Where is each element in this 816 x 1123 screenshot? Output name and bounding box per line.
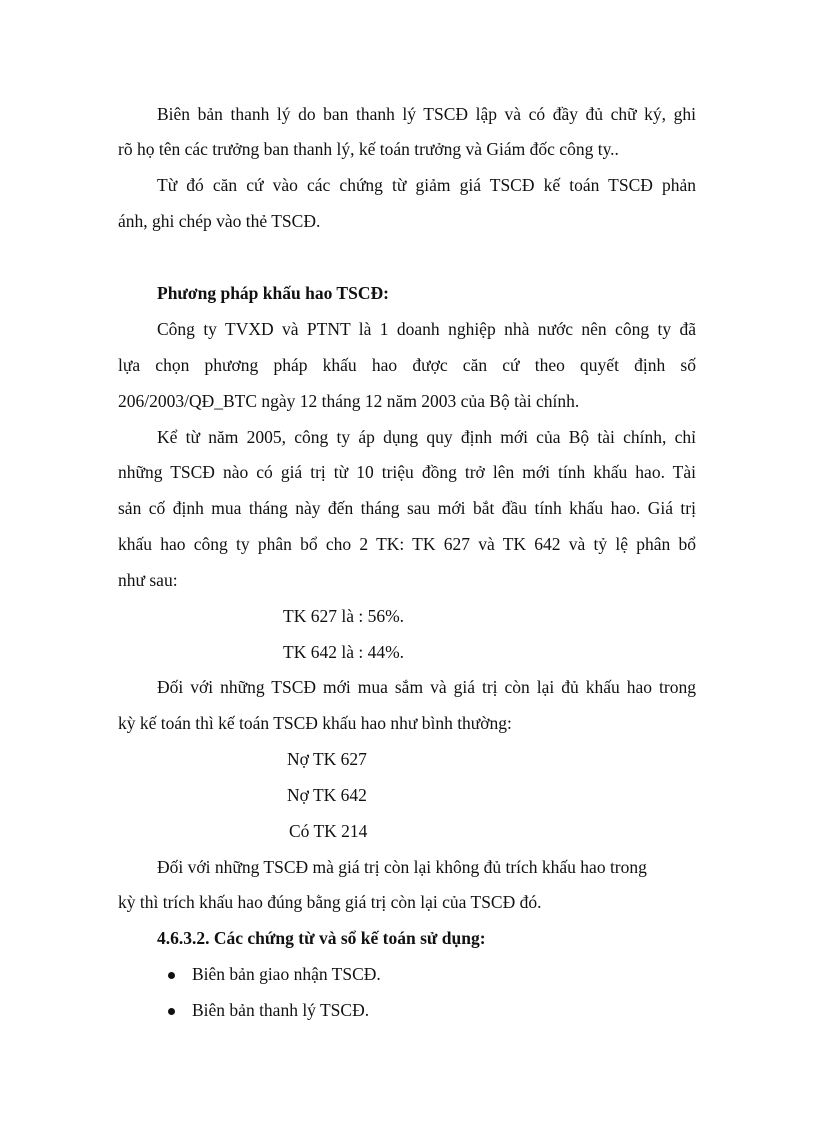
paragraph-line: như sau: bbox=[118, 570, 178, 590]
paragraph-line: ánh, ghi chép vào thẻ TSCĐ. bbox=[118, 211, 321, 231]
paragraph-line: kỳ kế toán thì kế toán TSCĐ khấu hao như bình thường: bbox=[118, 713, 512, 733]
paragraph-line: Đối với những TSCĐ mới mua sắm và giá trị còn lại đủ khấu hao trong bbox=[157, 677, 696, 697]
paragraph-line: khấu hao công ty phân bổ cho 2 TK: TK 627 và TK 642 và tỷ lệ phân bổ bbox=[118, 534, 696, 554]
paragraph-line: sản cố định mua tháng này đến tháng sau mới bắt đầu tính khấu hao. Giá trị bbox=[118, 498, 696, 518]
ratio-tk642: TK 642 là : 44%. bbox=[283, 642, 405, 662]
bullet-item: Biên bản giao nhận TSCĐ. bbox=[192, 964, 381, 984]
bullet-item: Biên bản thanh lý TSCĐ. bbox=[192, 1000, 370, 1020]
paragraph-line: Đối với những TSCĐ mà giá trị còn lại không đủ trích khấu hao trong bbox=[157, 857, 647, 877]
paragraph-line: lựa chọn phương pháp khấu hao được căn cứ theo quyết định số bbox=[118, 355, 696, 375]
journal-entry-credit-214: Có TK 214 bbox=[289, 821, 368, 841]
ratio-tk627: TK 627 là : 56%. bbox=[283, 606, 405, 626]
bullet-icon bbox=[168, 972, 175, 979]
paragraph-line: kỳ thì trích khấu hao đúng bằng giá trị còn lại của TSCĐ đó. bbox=[118, 892, 542, 912]
paragraph-line: những TSCĐ nào có giá trị từ 10 triệu đồng trở lên mới tính khấu hao. Tài bbox=[118, 462, 696, 482]
journal-entry-debit-627: Nợ TK 627 bbox=[287, 749, 367, 769]
bullet-icon bbox=[168, 1008, 175, 1015]
paragraph-line: rõ họ tên các trưởng ban thanh lý, kế toán trưởng và Giám đốc công ty.. bbox=[118, 139, 619, 159]
paragraph-line: 206/2003/QĐ_BTC ngày 12 tháng 12 năm 2003 của Bộ tài chính. bbox=[118, 391, 580, 411]
journal-entry-debit-642: Nợ TK 642 bbox=[287, 785, 367, 805]
paragraph-line: Công ty TVXD và PTNT là 1 doanh nghiệp nhà nước nên công ty đã bbox=[157, 319, 696, 339]
paragraph-line: Từ đó căn cứ vào các chứng từ giảm giá TSCĐ kế toán TSCĐ phản bbox=[157, 175, 696, 195]
subsection-heading: 4.6.3.2. Các chứng từ và sổ kế toán sử dụng: bbox=[157, 928, 486, 948]
paragraph-line: Kể từ năm 2005, công ty áp dụng quy định mới của Bộ tài chính, chỉ bbox=[157, 427, 696, 447]
paragraph-line: Biên bản thanh lý do ban thanh lý TSCĐ lập và có đầy đủ chữ ký, ghi bbox=[157, 104, 696, 124]
section-heading: Phương pháp khấu hao TSCĐ: bbox=[157, 283, 389, 303]
